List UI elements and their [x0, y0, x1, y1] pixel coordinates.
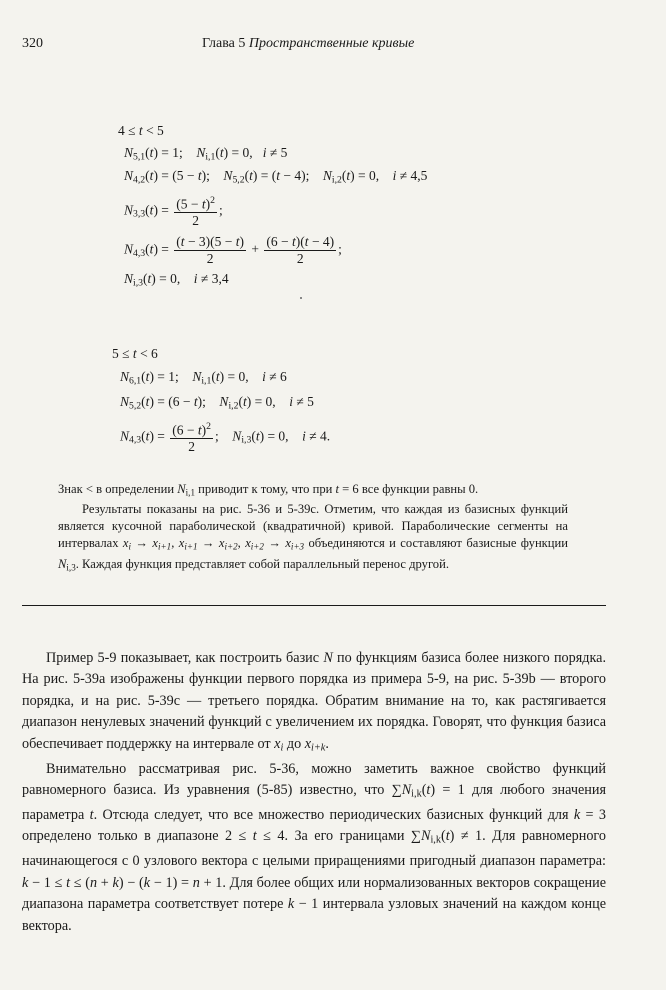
eq-block2-1: $N_{6,1}(t) = 1$; $N_{i,1}(t) = 0$, i ≠ 6 — [120, 369, 287, 387]
running-head — [202, 36, 414, 52]
eq-block2-3: $N_{4,3}(t)$ = $\frac{(6 - t)^2}{2}$ ; $N_{i,3}(t) = 0$, i ≠ 4. — [120, 421, 331, 455]
body-paragraph-1: Пример 5-9 показывает, как построить базис N по функциям базиса более низкого порядка. На рис. 5-39a изображены функции первого порядка из примера 5-9, на рис. 5-39b — второго порядка, и на рис. 5-39c — третьего порядка. Обратим внимание на то, как растягивается диапазон ненулевых значений функций с увеличением их порядка. Говорят, что функция базиса обеспечивает поддержку на интервале от $x_i$ до $x_{i+k}$. — [22, 650, 606, 754]
eq-block1-1: $N_{5,1}(t) = 1$; $N_{i,1}(t) = 0$, i ≠ 5 — [124, 145, 288, 163]
eq-block2-2: $N_{5,2}(t) = (6 - t)$; $N_{i,2}(t) = 0$, i ≠ 5 — [120, 394, 314, 412]
eq-block1-3: $N_{3,3}(t)$ = $\frac{(5 - t)^2}{2}$ ; — [124, 195, 223, 229]
page-number: 320 — [22, 36, 43, 51]
running-header — [22, 36, 638, 56]
section-divider — [22, 605, 606, 606]
eq-block1-2: $N_{4,2}(t) = (5 - t)$; $N_{5,2}(t) = (t - 4)$; $N_{i,2}(t) = 0$, i ≠ 4,5 — [124, 168, 428, 186]
eq-block1-4: $N_{4,3}(t)$ = $\frac{(t - 3)(5 - t)}{2}$ + $\frac{(6 - t)(t - 4)}{2}$ ; — [124, 234, 342, 266]
eq-block1-5: $N_{i,3}(t) = 0$, i ≠ 3,4 — [124, 271, 229, 289]
chapter-label: Глава 5 — [202, 36, 246, 51]
body-paragraph-2: Внимательно рассматривая рис. 5-36, можно заметить важное свойство функций равномерного базиса. Из уравнения (5-85) известно, что $\sum N_{i,k}(t) = 1$ для любого значения параметра t. Отсюда следует, что все множество периодических базисных функций для k = 3 определено только в диапазоне 2 ≤ t ≤ 4. За его границами $\sum N_{i,k}(t) \ne 1$. Для равномерного начинающегося с 0 узлового вектора с целыми приращениями пригодный диапазон параметра: k − 1 ≤ t ≤ (n + k) − (k − 1) = n + 1. Для более общих или нормализованных векторов сокращение диапазона параметра соответствует потере k − 1 интервала узловых значений на каждом конце вектора. — [22, 760, 606, 934]
note-paragraph-1: Знак < в определении $N_{i,1}$ приводит к тому, что при t = 6 все функции равны 0. — [58, 482, 479, 498]
interval-5-6: 5 ≤ t < 6 — [112, 346, 158, 361]
interval-4-5: 4 ≤ t < 5 — [118, 123, 164, 138]
printing-speck — [300, 297, 302, 299]
chapter-title: Пространственные кривые — [248, 36, 415, 51]
example-note — [58, 481, 568, 576]
note-paragraph-2: Результаты показаны на рис. 5-36 и 5-39c. Отметим, что каждая из базисных функций является кусочной параболической (квадратичной) кривой. Параболические сегменты на интервалах $x_i \to x_{i+1}$, $x_{i+1} \to x_{i+2}$, $x_{i+2} \to x_{i+3}$ объединяются и составляют базисные функции $N_{i,3}$. Каждая функция представляет собой параллельный перенос другой. — [58, 502, 569, 572]
main-text — [22, 648, 606, 937]
